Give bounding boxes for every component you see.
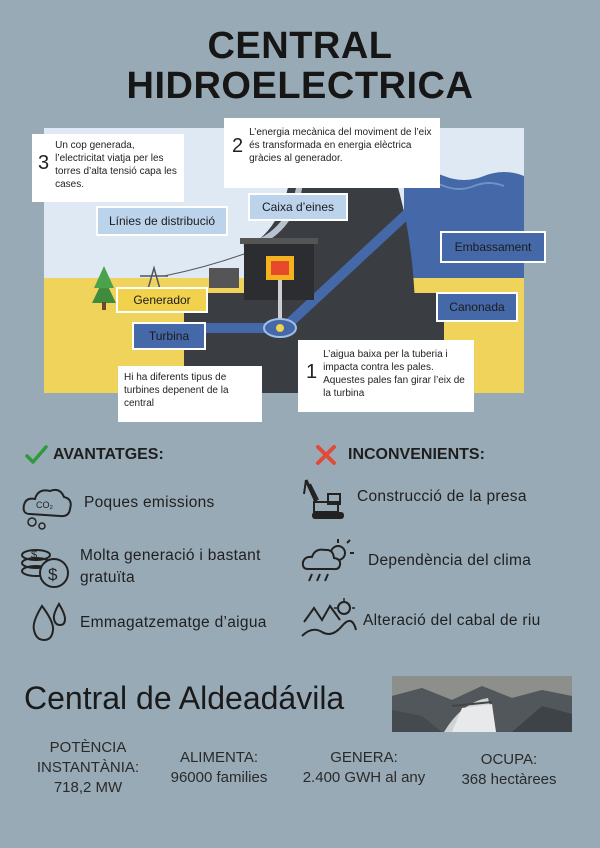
step1-text: L’aigua baixa per la tuberia i impacta contra les pales. Aquestes pales fan girar l’eix de la turbina [323, 349, 465, 399]
label-distribution-lines: Línies de distribució [96, 206, 228, 236]
check-icon [24, 443, 48, 467]
svg-text:$: $ [48, 565, 58, 584]
stat-supplies-value: 96000 families [170, 769, 268, 786]
excavator-icon [302, 474, 352, 527]
stat-power-value: 718,2 MW [53, 779, 123, 796]
stat-area [444, 750, 574, 790]
label-pipe: Canonada [436, 292, 518, 322]
step1-callout [298, 340, 474, 412]
step2-callout [224, 118, 440, 188]
step3-text: Un cop generada, l’electricitat viatja per les torres d’alta tensió capa les cases. [55, 140, 177, 190]
label-gearbox: Caixa d’eines [248, 193, 348, 221]
stat-power [22, 738, 154, 798]
cloud-sun-rain-icon [300, 537, 356, 592]
turbine-note-callout [118, 366, 262, 422]
co2-cloud-icon [20, 484, 74, 535]
page-title-line1: CENTRAL [207, 25, 393, 67]
stat-generation [284, 748, 444, 788]
advantage-item-generation: Molta generació i bastant gratuïta [80, 547, 261, 586]
advantage-item-water-storage: Emmagatzematge d’aigua [80, 614, 267, 631]
river-disruption-icon [300, 596, 358, 649]
disadvantages-heading-row [314, 443, 485, 467]
disadvantage-item-dam-construction: Construcció de la presa [357, 488, 527, 505]
step3-number: 3 [38, 152, 50, 174]
advantage-item-emissions: Poques emissions [84, 494, 215, 511]
page-title-line2: HIDROELECTRICA [126, 65, 474, 107]
disadvantage-item-climate-dependency: Dependència del clima [368, 552, 532, 569]
svg-text:$: $ [31, 549, 38, 561]
aldeadavila-dam-photo [392, 676, 572, 732]
cross-icon [314, 443, 338, 467]
disadvantages-heading: INCONVENIENTS: [348, 446, 485, 463]
label-turbine: Turbina [132, 322, 206, 350]
stat-power-label: POTÈNCIA INSTANTÀNIA: [36, 739, 140, 776]
label-reservoir: Embassament [440, 231, 546, 263]
svg-text:CO₂: CO₂ [36, 500, 53, 510]
label-generator: Generador [116, 287, 208, 313]
water-drops-icon [28, 600, 70, 649]
stat-supplies [152, 748, 286, 788]
advantages-heading-row [24, 443, 164, 467]
step2-number: 2 [232, 135, 244, 157]
advantages-heading: AVANTATGES: [53, 446, 164, 463]
step2-text: L’energia mecànica del moviment de l’eix és transformada en energia elèctrica gràcies al generador. [249, 127, 432, 164]
stat-area-label: OCUPA: [480, 751, 538, 768]
stat-generation-label: GENERA: [330, 749, 398, 766]
step1-number: 1 [306, 361, 318, 383]
step3-callout [32, 134, 184, 202]
example-title: Central de Aldeadávila [24, 680, 345, 716]
stat-supplies-label: ALIMENTA: [179, 749, 259, 766]
stat-generation-value: 2.400 GWH al any [302, 769, 426, 786]
coins-icon [18, 541, 74, 596]
disadvantage-item-river-flow: Alteració del cabal de riu [363, 612, 541, 629]
turbine-note-text: Hi ha diferents tipus de turbines depenent de la central [124, 372, 229, 409]
stat-area-value: 368 hectàrees [461, 771, 557, 788]
